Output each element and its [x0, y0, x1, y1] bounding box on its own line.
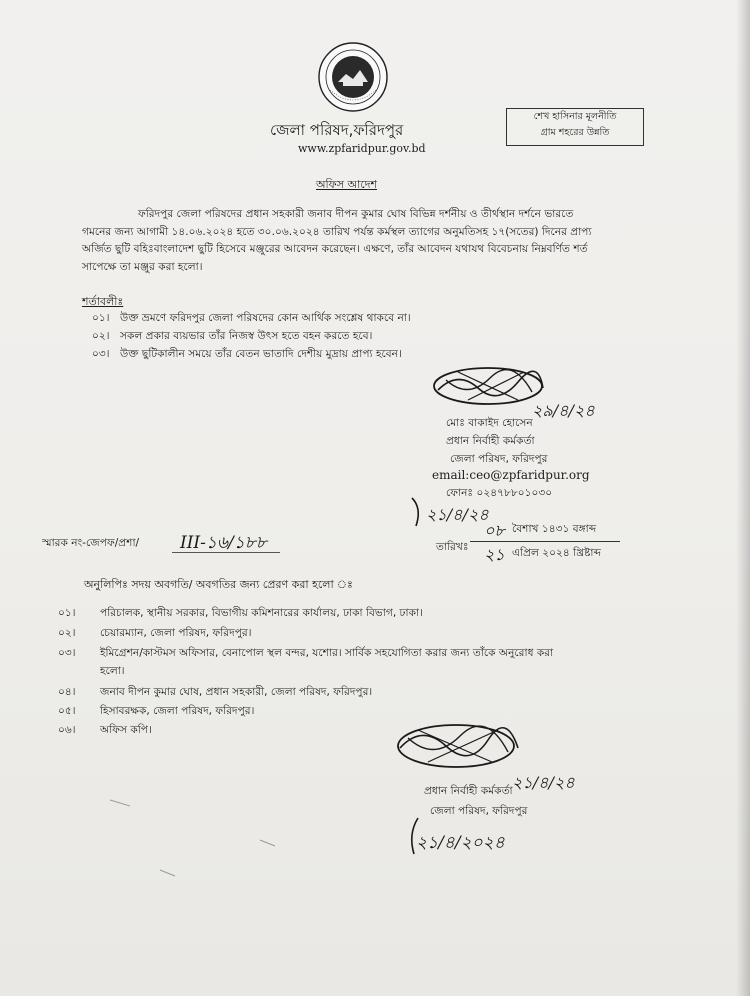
- body-line: ফরিদপুর জেলা পরিষদের প্রধান সহকারী জনাব দীপন কুমার ঘোষ বিভিন্ন দর্শনীয় ও তীর্থস্থান দর্শনে ভারতে: [138, 208, 574, 220]
- pen-stroke-icon: [408, 496, 432, 528]
- handwritten-date: ২১/৪/২৪: [426, 505, 489, 524]
- slogan-line-2: গ্রাম শহরের উন্নতি: [540, 127, 610, 138]
- copy-text: হিসাবরক্ষক, জেলা পরিষদ, ফরিদপুর।: [100, 705, 255, 717]
- signatory-designation: প্রধান নির্বাহী কর্মকর্তা: [446, 435, 535, 447]
- conditions-title: শর্তাবলীঃ: [82, 295, 124, 308]
- condition-text: উক্ত ভ্রমণে ফরিদপুর জেলা পরিষদের কোন আর্থিক সংশ্লেষ থাকবে না।: [120, 312, 411, 324]
- bangla-date: বৈশাখ ১৪৩১ বঙ্গাব্দ: [512, 523, 597, 535]
- handwritten-date: ২৯/৪/২৪: [532, 401, 595, 420]
- copy-item: [58, 723, 152, 740]
- paper-marks: [100, 780, 300, 920]
- copy-number: ০৪।: [58, 686, 76, 698]
- order-body: [82, 206, 658, 276]
- organization-title: জেলা পরিষদ,ফরিদপুর: [270, 121, 404, 139]
- slogan-line-1: শেখ হাসিনার মূলনীতি: [533, 111, 617, 122]
- copy-text: জনাব দীপন কুমার ঘোষ, প্রধান সহকারী, জেলা পরিষদ, ফরিদপুর।: [100, 686, 373, 698]
- english-date: এপ্রিল ২০২৪ খ্রিষ্টাব্দ: [512, 547, 601, 559]
- copy-number: ০২।: [58, 627, 76, 639]
- signatory-email: email:ceo@zpfaridpur.org: [432, 468, 590, 482]
- copy-item: [58, 606, 423, 623]
- english-day-handwritten: ২১: [484, 545, 505, 564]
- copies-title: অনুলিপিঃ সদয় অবগতি/ অবগতির জন্য প্রেরণ করা হলো ঃ: [84, 578, 353, 591]
- office-order-heading: অফিস আদেশ: [316, 178, 378, 191]
- bangla-day-handwritten: ০৮: [484, 521, 505, 540]
- date-label: তারিখঃ: [436, 541, 469, 553]
- condition-item: [92, 311, 411, 328]
- copy-item: [58, 685, 372, 702]
- condition-item: [92, 347, 402, 364]
- copy-text: ইমিগ্রেশন/কাস্টমস অফিসার, বেনাপোল স্থল বন্দর, যশোর। সার্বিক সহযোগিতা করার জন্য তাঁকে অনুরোধ করা: [100, 647, 554, 659]
- condition-item: [92, 329, 372, 346]
- copy-item: [58, 626, 252, 643]
- pen-stroke-icon: [404, 816, 424, 856]
- condition-number: ০১।: [92, 312, 110, 324]
- condition-text: সকল প্রকার ব্যয়ভার তাঁর নিজস্ব উৎস হতে বহন করতে হবে।: [120, 330, 373, 342]
- body-line: সাপেক্ষে তা মঞ্জুর করা হলো।: [82, 260, 203, 273]
- condition-number: ০২।: [92, 330, 110, 342]
- handwritten-date: ২১/৪/২৪: [512, 773, 575, 792]
- copy-text: অফিস কপি।: [100, 724, 152, 736]
- signatory-phone: ফোনঃ ০২৪৭৮৮০১০৩০: [446, 487, 553, 499]
- copy-number: ০৬।: [58, 724, 76, 736]
- signatory-office: জেলা পরিষদ, ফরিদপুর: [450, 453, 548, 465]
- copy-number: ০১।: [58, 607, 76, 619]
- slogan-box: [506, 108, 644, 146]
- body-line: গমনের জন্য আগামী ১৪.০৬.২০২৪ হতে ৩০.০৬.২০২৪ তারিখ পর্যন্ত কর্মস্থল ত্যাগের অনুমতিসহ ১৭(সতের) দিনের প্রাপ্য: [82, 225, 592, 238]
- memo-number-label: স্মারক নং-জেপফ/প্রশা/: [42, 537, 140, 549]
- handwritten-date: ২১/৪/২০২৪: [416, 833, 505, 853]
- signature-scribble-icon: [428, 362, 548, 410]
- website-url: www.zpfaridpur.gov.bd: [298, 142, 426, 155]
- signatory-name: মোঃ বাকাইদ হোসেন: [446, 417, 533, 429]
- condition-text: উক্ত ছুটিকালীন সময়ে তাঁর বেতন ভাতাদি দেশীয় মুদ্রায় প্রাপ্য হবেন।: [120, 348, 402, 360]
- copy-number: ০৫।: [58, 705, 76, 717]
- signature-scribble-icon: [392, 718, 524, 774]
- memo-underline: [172, 552, 280, 553]
- body-line: অর্জিত ছুটি বহিঃবাংলাদেশ ছুটি হিসেবে মঞ্জুরের আবেদন করেছেন। এক্ষণে, তাঁর আবেদন যথাযথ বিবেচনায় নিম্নবর্ণিত শর্ত: [82, 243, 588, 255]
- copy-number: ০৩।: [58, 647, 76, 659]
- copy-item: [58, 646, 553, 663]
- copy-text: চেয়ারম্যান, জেলা পরিষদ, ফরিদপুর।: [100, 627, 252, 639]
- copy-text: পরিচালক, স্থানীয় সরকার, বিভাগীয় কমিশনারের কার্যালয়, ঢাকা বিভাগ, ঢাকা।: [100, 607, 423, 619]
- footer-designation: প্রধান নির্বাহী কর্মকর্তা: [424, 785, 513, 797]
- memo-number-handwritten: III-১৬/১৮৮: [180, 533, 267, 553]
- condition-number: ০৩।: [92, 348, 110, 360]
- district-council-seal-icon: [316, 40, 390, 114]
- copy-text-continued: হলো।: [100, 665, 125, 677]
- page-shadow-edge: [736, 0, 750, 996]
- footer-office: জেলা পরিষদ, ফরিদপুর: [430, 805, 528, 817]
- copy-item: [58, 704, 254, 721]
